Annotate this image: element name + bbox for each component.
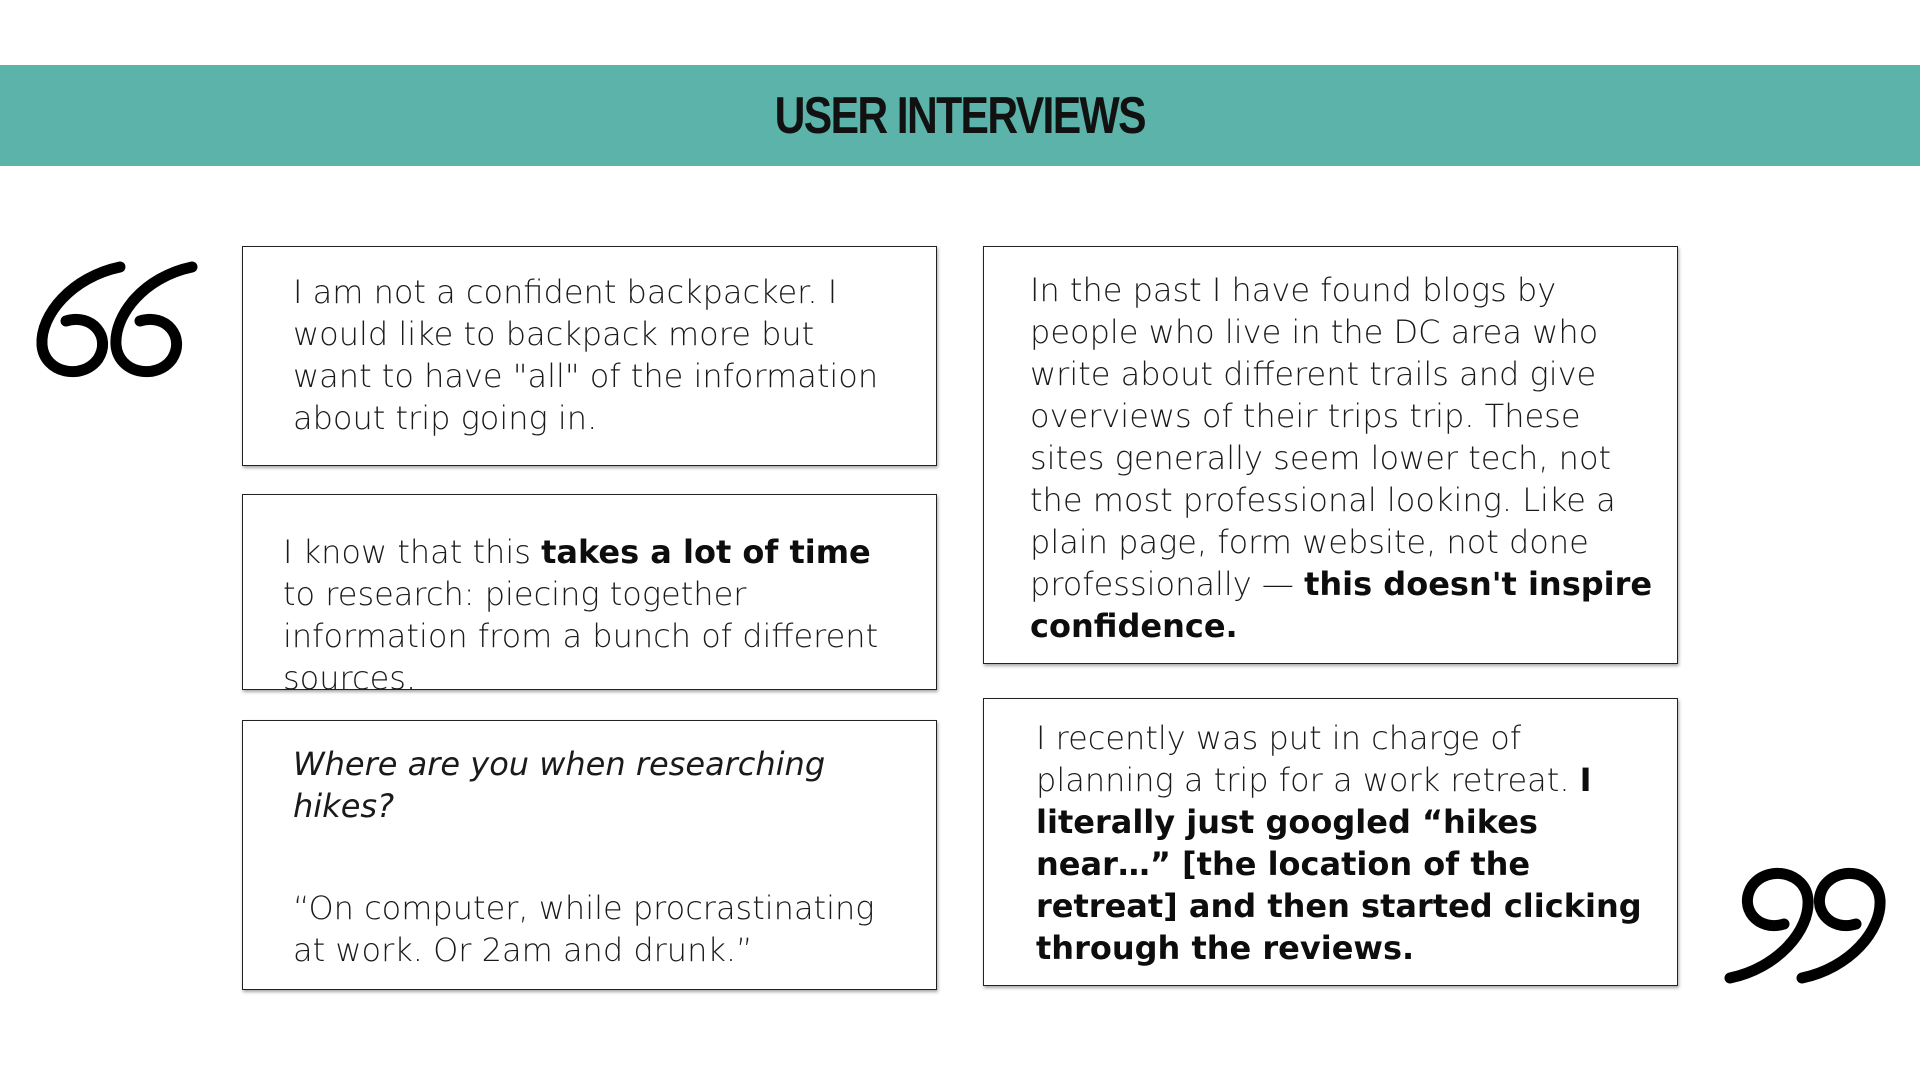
quote-emphasis: I literally just googled “hikes near…” [the location of the retreat] and then started clicking through the reviews.	[1036, 761, 1642, 967]
header-banner	[0, 65, 1920, 166]
spacer	[293, 827, 906, 887]
quote-card-where-researching	[242, 720, 937, 990]
quote-text-part: I know that this	[283, 533, 542, 571]
open-quote-icon	[32, 255, 202, 385]
quote-text-part: In the past I have found blogs by people who live in the DC area who write about different trails and give overviews of their trips trip. These sites generally seem lower tech, not the most professional looking. Like a plain page, form website, not done professionally —	[1030, 271, 1616, 603]
interview-question	[293, 743, 906, 827]
quote-emphasis: takes a lot of time	[541, 533, 871, 571]
quote-text	[283, 531, 906, 699]
quote-card-work-retreat	[983, 698, 1678, 986]
quote-card-research-time	[242, 494, 937, 697]
quote-card-dc-blogs	[983, 246, 1678, 664]
interview-answer: “On computer, while procrastinating at work. Or 2am and drunk.”	[293, 889, 875, 969]
quote-text	[1036, 717, 1657, 969]
question-text: Where are you when researching hikes?	[293, 745, 826, 825]
quote-card-confident-backpacker	[242, 246, 937, 466]
quote-text: I am not a confident backpacker. I would like to backpack more but want to have "all" of the information about trip going in.	[293, 273, 879, 437]
quote-text	[1030, 269, 1657, 647]
close-quote-icon	[1720, 860, 1890, 990]
quote-text-part: to research: piecing together information from a bunch of different sources.	[283, 575, 879, 697]
quote-emphasis: this doesn't inspire confidence.	[1030, 565, 1653, 645]
quote-text-part: I recently was put in charge of planning a trip for a work retreat.	[1036, 719, 1580, 799]
page-title: USER INTERVIEWS	[774, 86, 1146, 145]
